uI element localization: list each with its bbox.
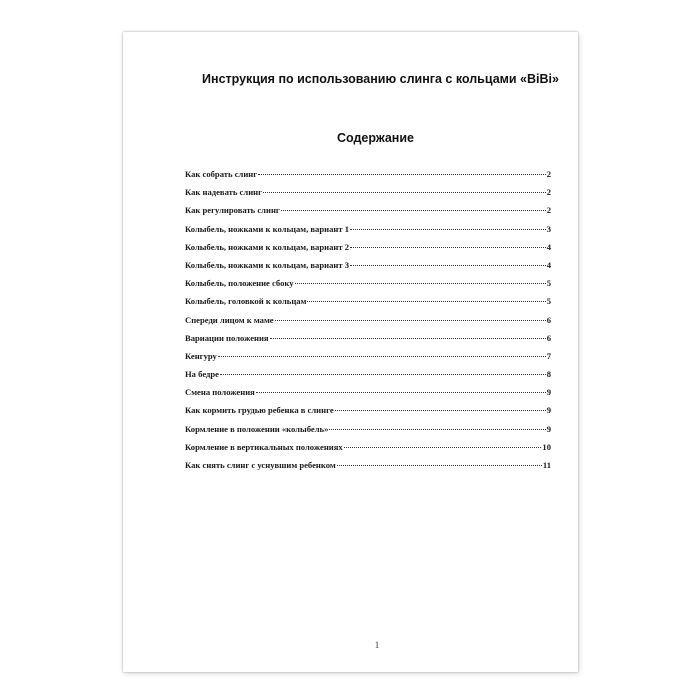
toc-dot-leader (344, 447, 542, 448)
toc-entry-page: 3 (546, 223, 551, 234)
toc-dot-leader (350, 247, 546, 248)
toc-dot-leader (281, 210, 546, 211)
toc-entry-page: 9 (546, 423, 551, 434)
toc-dot-leader (258, 174, 546, 175)
toc-entry (185, 224, 551, 242)
toc-entry-label: На бедре (185, 369, 219, 380)
toc-entry-label: Как снять слинг с уснувшим ребенком (185, 460, 336, 470)
toc-entry-label: Как кормить грудью ребенка в слинге (185, 405, 334, 416)
toc-entry (185, 369, 551, 387)
toc-entry-page: 11 (542, 460, 551, 470)
toc-entry-page: 4 (546, 259, 551, 270)
toc-entry-label: Колыбель, положение сбоку (185, 278, 294, 289)
table-of-contents (185, 169, 551, 478)
toc-entry-page: 2 (546, 187, 551, 198)
toc-entry-page: 8 (546, 369, 551, 380)
toc-entry-label: Как регулировать слинг (185, 205, 280, 216)
toc-entry-page: 2 (546, 169, 551, 179)
toc-entry-label: Колыбель, ножками к кольцам, вариант 2 (185, 241, 349, 252)
toc-dot-leader (329, 429, 545, 430)
toc-entry (185, 351, 551, 369)
toc-entry-label: Колыбель, ножками к кольцам, вариант 1 (185, 223, 349, 234)
toc-entry (185, 315, 551, 333)
toc-entry-label: Вариации положения (185, 332, 269, 343)
toc-entry-page: 9 (546, 387, 551, 398)
toc-dot-leader (295, 283, 546, 284)
toc-entry-label: Смена положения (185, 387, 255, 398)
toc-entry (185, 405, 551, 423)
toc-entry (185, 205, 551, 223)
toc-entry (185, 296, 551, 314)
toc-dot-leader (218, 356, 546, 357)
toc-entry (185, 387, 551, 405)
toc-dot-leader (275, 320, 546, 321)
toc-entry-label: Кормление в вертикальных положениях (185, 441, 343, 452)
toc-entry-page: 5 (546, 278, 551, 289)
toc-dot-leader (337, 465, 542, 466)
toc-entry-page: 6 (546, 332, 551, 343)
toc-dot-leader (350, 229, 546, 230)
toc-entry-page: 9 (546, 405, 551, 416)
toc-entry (185, 442, 551, 460)
toc-entry-label: Спереди лицом к маме (185, 314, 274, 325)
toc-entry-label: Кормление в положении «колыбель» (185, 423, 329, 434)
toc-dot-leader (256, 392, 546, 393)
toc-entry (185, 460, 551, 478)
toc-entry-page: 6 (546, 314, 551, 325)
toc-entry-page: 5 (546, 296, 551, 307)
toc-entry (185, 424, 551, 442)
toc-entry-label: Как собрать слинг (185, 169, 258, 179)
toc-dot-leader (220, 374, 546, 375)
toc-entry-label: Колыбель, ножками к кольцам, вариант 3 (185, 259, 349, 270)
toc-entry-label: Кенгуру (185, 350, 217, 361)
toc-entry (185, 187, 551, 205)
page-number: 1 (374, 640, 380, 650)
toc-dot-leader (307, 301, 545, 302)
toc-entry (185, 169, 551, 187)
toc-entry (185, 278, 551, 296)
toc-dot-leader (263, 192, 546, 193)
document-page (123, 32, 578, 672)
toc-dot-leader (350, 265, 546, 266)
toc-dot-leader (270, 338, 546, 339)
toc-heading: Содержание (336, 131, 414, 145)
toc-entry (185, 260, 551, 278)
toc-entry-page: 4 (546, 241, 551, 252)
toc-entry-page: 7 (546, 350, 551, 361)
toc-entry-label: Колыбель, головкой к кольцам (185, 296, 307, 307)
toc-entry (185, 333, 551, 351)
document-title: Инструкция по использованию слинга с кольцами «BiBi» (202, 72, 559, 86)
toc-entry (185, 242, 551, 260)
toc-entry-page: 10 (542, 441, 551, 452)
toc-dot-leader (335, 410, 546, 411)
toc-entry-label: Как надевать слинг (185, 187, 262, 198)
toc-entry-page: 2 (546, 205, 551, 216)
